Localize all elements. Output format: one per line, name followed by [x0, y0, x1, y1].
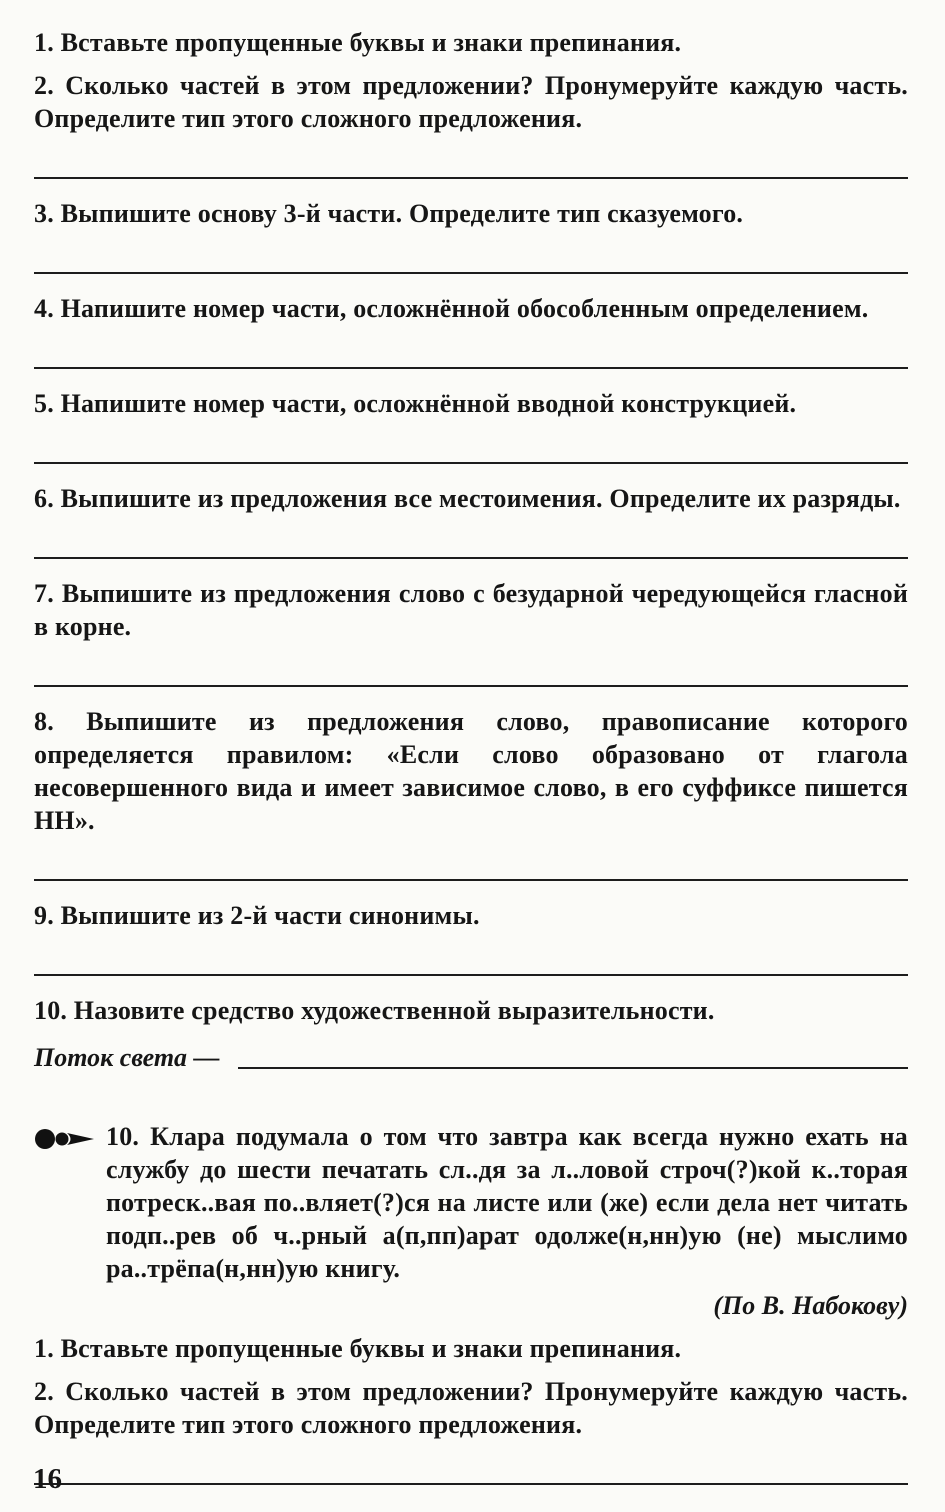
answer-line-1 — [34, 177, 908, 179]
exercise-attribution: (По В. Набокову) — [713, 1291, 908, 1320]
exercise-number: 10. — [106, 1122, 140, 1151]
fill-in-label: Поток света — — [34, 1043, 220, 1072]
exercise-text — [106, 1120, 908, 1285]
repeat-question-1: 1. Вставьте пропущенные буквы и знаки препинания. — [34, 1334, 682, 1363]
exercise-body — [106, 1120, 908, 1322]
question-2: 2. Сколько частей в этом предложении? Пронумеруйте каждую часть. Определите тип этого сложного предложения. — [34, 71, 908, 133]
question-3: 3. Выпишите основу 3-й части. Определите тип сказуемого. — [34, 199, 744, 228]
answer-line-7 — [34, 879, 908, 881]
answer-line-2 — [34, 272, 908, 274]
question-4: 4. Напишите номер части, осложнённой обособленным определением. — [34, 294, 869, 323]
exercise-sentence: Клара подумала о том что завтра как всегда нужно ехать на службу до шести печатать сл..дя за л..ловой строч(?)кой к..торая потреск..вая по..вляет(?)ся на листе или (же) если дела нет читать подп..рев об ч..рный а(п,пп)арат одолже(н,нн)ую (не) мыслимо ра..трёпа(н,нн)ую книгу. — [106, 1122, 908, 1283]
page-number: 16 — [33, 1463, 62, 1495]
question-6: 6. Выпишите из предложения все местоимения. Определите их разряды. — [34, 484, 901, 513]
answer-line-6 — [34, 685, 908, 687]
question-1: 1. Вставьте пропущенные буквы и знаки препинания. — [34, 28, 682, 57]
question-5: 5. Напишите номер части, осложнённой вводной конструкцией. — [34, 389, 797, 418]
repeat-question-2: 2. Сколько частей в этом предложении? Пронумеруйте каждую часть. Определите тип этого сложного предложения. — [34, 1377, 908, 1439]
question-10: 10. Назовите средство художественной выразительности. — [34, 996, 715, 1025]
answer-line-5 — [34, 557, 908, 559]
question-9: 9. Выпишите из 2-й части синонимы. — [34, 901, 480, 930]
fill-in-blank-line — [238, 1067, 908, 1069]
answer-line-4 — [34, 462, 908, 464]
question-8: 8. Выпишите из предложения слово, правописание которого определяется правилом: «Если слово образовано от глагола несовершенного вида и имеет зависимое слово, в его суффиксе пишется НН». — [34, 707, 908, 835]
answer-line-8 — [34, 974, 908, 976]
fill-in-row — [34, 1041, 908, 1074]
answer-line-9 — [34, 1483, 908, 1485]
pen-marker-icon — [34, 1120, 106, 1322]
exercise-block — [34, 1120, 908, 1322]
question-7: 7. Выпишите из предложения слово с безударной чередующейся гласной в корне. — [34, 579, 908, 641]
answer-line-3 — [34, 367, 908, 369]
